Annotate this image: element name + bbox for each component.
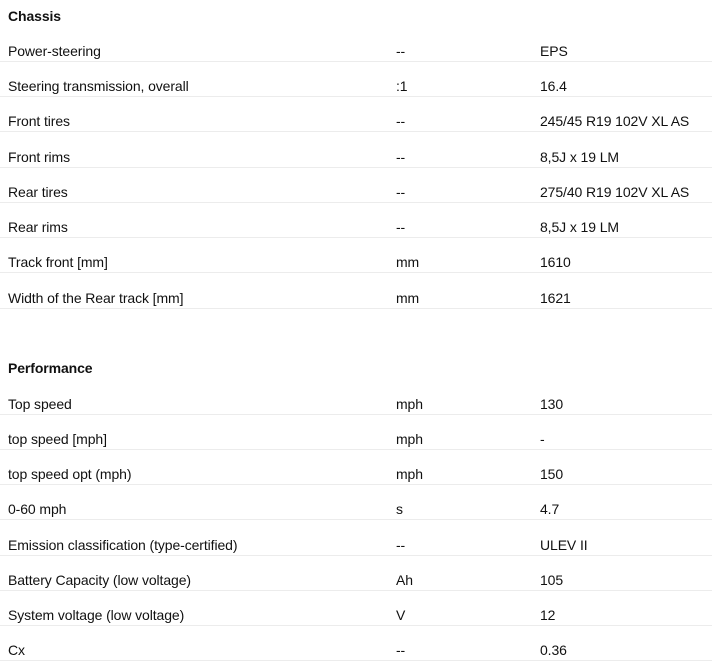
spec-unit: -- (396, 43, 406, 59)
section-title-performance: Performance (8, 360, 93, 376)
spec-row (0, 77, 712, 97)
spec-label: top speed opt (mph) (8, 466, 132, 482)
spec-label: Rear rims (8, 219, 68, 235)
spec-unit: mph (396, 396, 423, 412)
spec-unit: Ah (396, 572, 413, 588)
spec-label: Rear tires (8, 184, 68, 200)
spec-label: Emission classification (type-certified) (8, 537, 238, 553)
spec-label: Top speed (8, 396, 72, 412)
spec-row (0, 606, 712, 626)
spec-label: Width of the Rear track [mm] (8, 290, 184, 306)
spec-row (0, 112, 712, 132)
spec-value: 245/45 R19 102V XL AS (540, 113, 690, 129)
spec-row (0, 430, 712, 450)
spec-row (0, 465, 712, 485)
section-title-chassis: Chassis (8, 8, 61, 24)
spec-unit: -- (396, 537, 406, 553)
spec-unit: V (396, 607, 406, 623)
spec-row (0, 289, 712, 309)
spec-row (0, 641, 712, 661)
spec-label: Front rims (8, 149, 71, 165)
spec-value: - (540, 431, 545, 447)
spec-unit: mm (396, 254, 420, 270)
spec-unit: mph (396, 466, 423, 482)
spec-label: top speed [mph] (8, 431, 107, 447)
spec-label: Track front [mm] (8, 254, 108, 270)
spec-label: System voltage (low voltage) (8, 607, 185, 623)
spec-label: Battery Capacity (low voltage) (8, 572, 191, 588)
spec-value: 8,5J x 19 LM (540, 149, 619, 165)
spec-label: 0-60 mph (8, 501, 67, 517)
spec-label: Steering transmission, overall (8, 78, 189, 94)
spec-value: EPS (540, 43, 568, 59)
spec-row (0, 42, 712, 62)
spec-unit: -- (396, 219, 406, 235)
spec-value: 130 (540, 396, 564, 412)
spec-unit: mph (396, 431, 423, 447)
spec-value: 275/40 R19 102V XL AS (540, 184, 690, 200)
spec-unit: mm (396, 290, 420, 306)
spec-label: Front tires (8, 113, 70, 129)
spec-label: Power-steering (8, 43, 101, 59)
spec-value: 1610 (540, 254, 571, 270)
spec-unit: -- (396, 642, 406, 658)
spec-value: 1621 (540, 290, 571, 306)
spec-unit: -- (396, 149, 406, 165)
spec-value: 12 (540, 607, 556, 623)
spec-unit: -- (396, 113, 406, 129)
spec-row (0, 148, 712, 168)
spec-row (0, 500, 712, 520)
spec-row (0, 571, 712, 591)
spec-value: 16.4 (540, 78, 567, 94)
spec-unit: s (396, 501, 403, 517)
spec-value: 8,5J x 19 LM (540, 219, 619, 235)
spec-value: ULEV II (540, 537, 588, 553)
spec-unit: -- (396, 184, 406, 200)
spec-row (0, 253, 712, 273)
spec-row (0, 183, 712, 203)
spec-row (0, 395, 712, 415)
spec-value: 4.7 (540, 501, 560, 517)
spec-row (0, 218, 712, 238)
spec-value: 0.36 (540, 642, 567, 658)
spec-value: 150 (540, 466, 564, 482)
spec-row (0, 536, 712, 556)
spec-value: 105 (540, 572, 564, 588)
spec-unit: :1 (396, 78, 408, 94)
spec-label: Cx (8, 642, 25, 658)
